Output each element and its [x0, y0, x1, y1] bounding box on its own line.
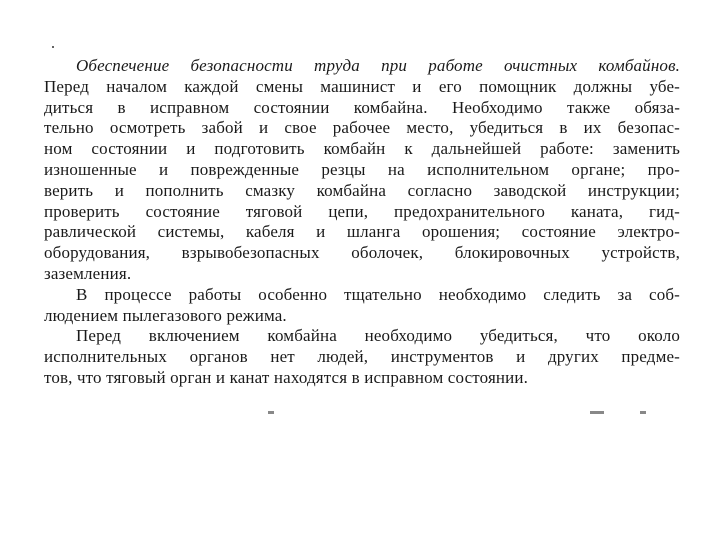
text-line: проверить состояние тяговой цепи, предохранительного каната, гид-	[44, 201, 680, 221]
text-line: верить и пополнить смазку комбайна согласно заводской инструкции;	[44, 180, 680, 200]
text-line: В процессе работы особенно тщательно необходимо следить за соб-	[76, 284, 680, 304]
cropped-text-fragment	[268, 411, 274, 414]
text-line: Перед включением комбайна необходимо убедиться, что около	[76, 326, 680, 346]
cropped-text-fragment	[590, 411, 604, 414]
text-line: изношенные и поврежденные резцы на исполнительном органе; про-	[44, 159, 680, 179]
text-line: ном состоянии и подготовить комбайн к дальнейшей работе: заменить	[44, 139, 680, 159]
stray-mark	[52, 46, 54, 48]
text-line: тельно осмотреть забой и свое рабочее место, убедиться в их безопас-	[44, 118, 680, 138]
text-line: исполнительных органов нет людей, инструментов и других предме-	[44, 347, 680, 367]
text-line: оборудования, взрывобезопасных оболочек, блокировочных устройств,	[44, 243, 680, 263]
text-line: людением пылегазового режима.	[44, 305, 287, 325]
text-line: Перед началом каждой смены машинист и его помощник должны убе-	[44, 76, 680, 96]
text-line: тов, что тяговый орган и канат находятся в исправном состоянии.	[44, 367, 529, 387]
text-line: диться в исправном состоянии комбайна. Необходимо также обяза-	[44, 97, 680, 117]
cropped-text-fragment	[640, 411, 646, 414]
text-line: заземления.	[44, 263, 132, 283]
section-heading: Обеспечение безопасности труда при работе очистных комбайнов.	[76, 56, 680, 75]
document-text	[44, 56, 680, 389]
text-line: равлической системы, кабеля и шланга орошения; состояние электро-	[44, 222, 680, 242]
